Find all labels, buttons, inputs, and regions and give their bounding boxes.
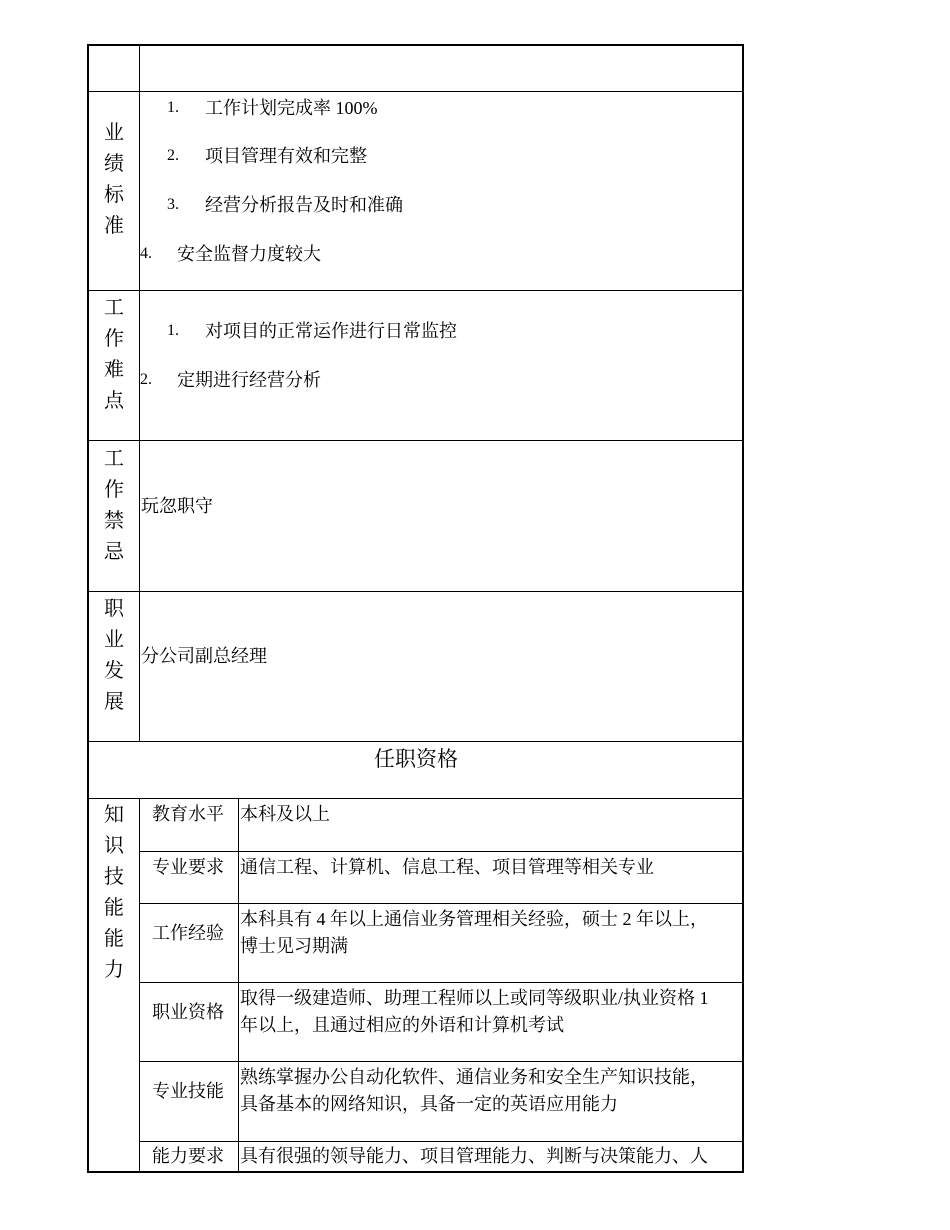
list-item: 定期进行经营分析 — [177, 370, 321, 390]
row-divider — [139, 851, 744, 852]
qual-value-skills: 熟练掌握办公自动化软件、通信业务和安全生产知识技能，具备基本的网络知识，具备一定的英语应用能力 — [240, 1067, 708, 1114]
row-divider — [87, 591, 744, 592]
row-divider — [87, 741, 744, 742]
qual-label-skills: 专业技能 — [152, 1081, 224, 1101]
list-item: 工作计划完成率 100% — [205, 98, 378, 118]
qualifications-group-label: 知 识 技 能 能 力 — [104, 804, 124, 981]
qual-label-experience: 工作经验 — [152, 923, 224, 943]
list-item-number: 4. — [140, 245, 152, 262]
qualifications-title: 任职资格 — [374, 747, 458, 771]
row-divider — [87, 440, 744, 441]
list-item-number: 1. — [167, 322, 179, 339]
list-item-number: 3. — [167, 196, 179, 213]
row-divider — [87, 91, 744, 92]
table-border-top — [87, 44, 744, 46]
career-text: 分公司副总经理 — [141, 646, 267, 666]
row-divider — [139, 1141, 744, 1142]
list-item: 项目管理有效和完整 — [205, 146, 367, 166]
qual-label-major: 专业要求 — [152, 857, 224, 877]
row-divider — [87, 798, 744, 799]
qual-value-abilities: 具有很强的领导能力、项目管理能力、判断与决策能力、人 — [240, 1146, 708, 1166]
qual-value-experience: 本科具有 4 年以上通信业务管理相关经验，硕士 2 年以上，博士见习期满 — [240, 909, 708, 956]
list-item-number: 2. — [140, 371, 152, 388]
sublabel-column-divider — [238, 798, 239, 1172]
row-divider — [87, 290, 744, 291]
qual-label-certification: 职业资格 — [152, 1002, 224, 1022]
taboos-text: 玩忽职守 — [141, 496, 213, 516]
list-item: 安全监督力度较大 — [177, 244, 321, 264]
row-divider — [139, 982, 744, 983]
qual-value-education: 本科及以上 — [240, 804, 330, 824]
list-item-number: 2. — [167, 147, 179, 164]
table-border-right — [742, 44, 744, 1172]
row-divider — [139, 1061, 744, 1062]
qual-label-abilities: 能力要求 — [152, 1146, 224, 1166]
list-item: 对项目的正常运作进行日常监控 — [205, 321, 457, 341]
difficulties-label: 工 作 难 点 — [104, 297, 124, 412]
qual-label-education: 教育水平 — [152, 804, 224, 824]
list-item-number: 1. — [167, 99, 179, 116]
taboos-label: 工 作 禁 忌 — [104, 448, 124, 563]
performance-label: 业 绩 标 准 — [104, 122, 124, 237]
career-label: 职 业 发 展 — [104, 598, 124, 713]
qual-value-certification: 取得一级建造师、助理工程师以上或同等级职业/执业资格 1 年以上，且通过相应的外语和计算机考试 — [240, 988, 709, 1035]
label-column-divider — [139, 44, 140, 742]
table-border-bottom — [87, 1171, 744, 1173]
qual-value-major: 通信工程、计算机、信息工程、项目管理等相关专业 — [240, 857, 654, 877]
list-item: 经营分析报告及时和准确 — [205, 195, 403, 215]
row-divider — [139, 903, 744, 904]
